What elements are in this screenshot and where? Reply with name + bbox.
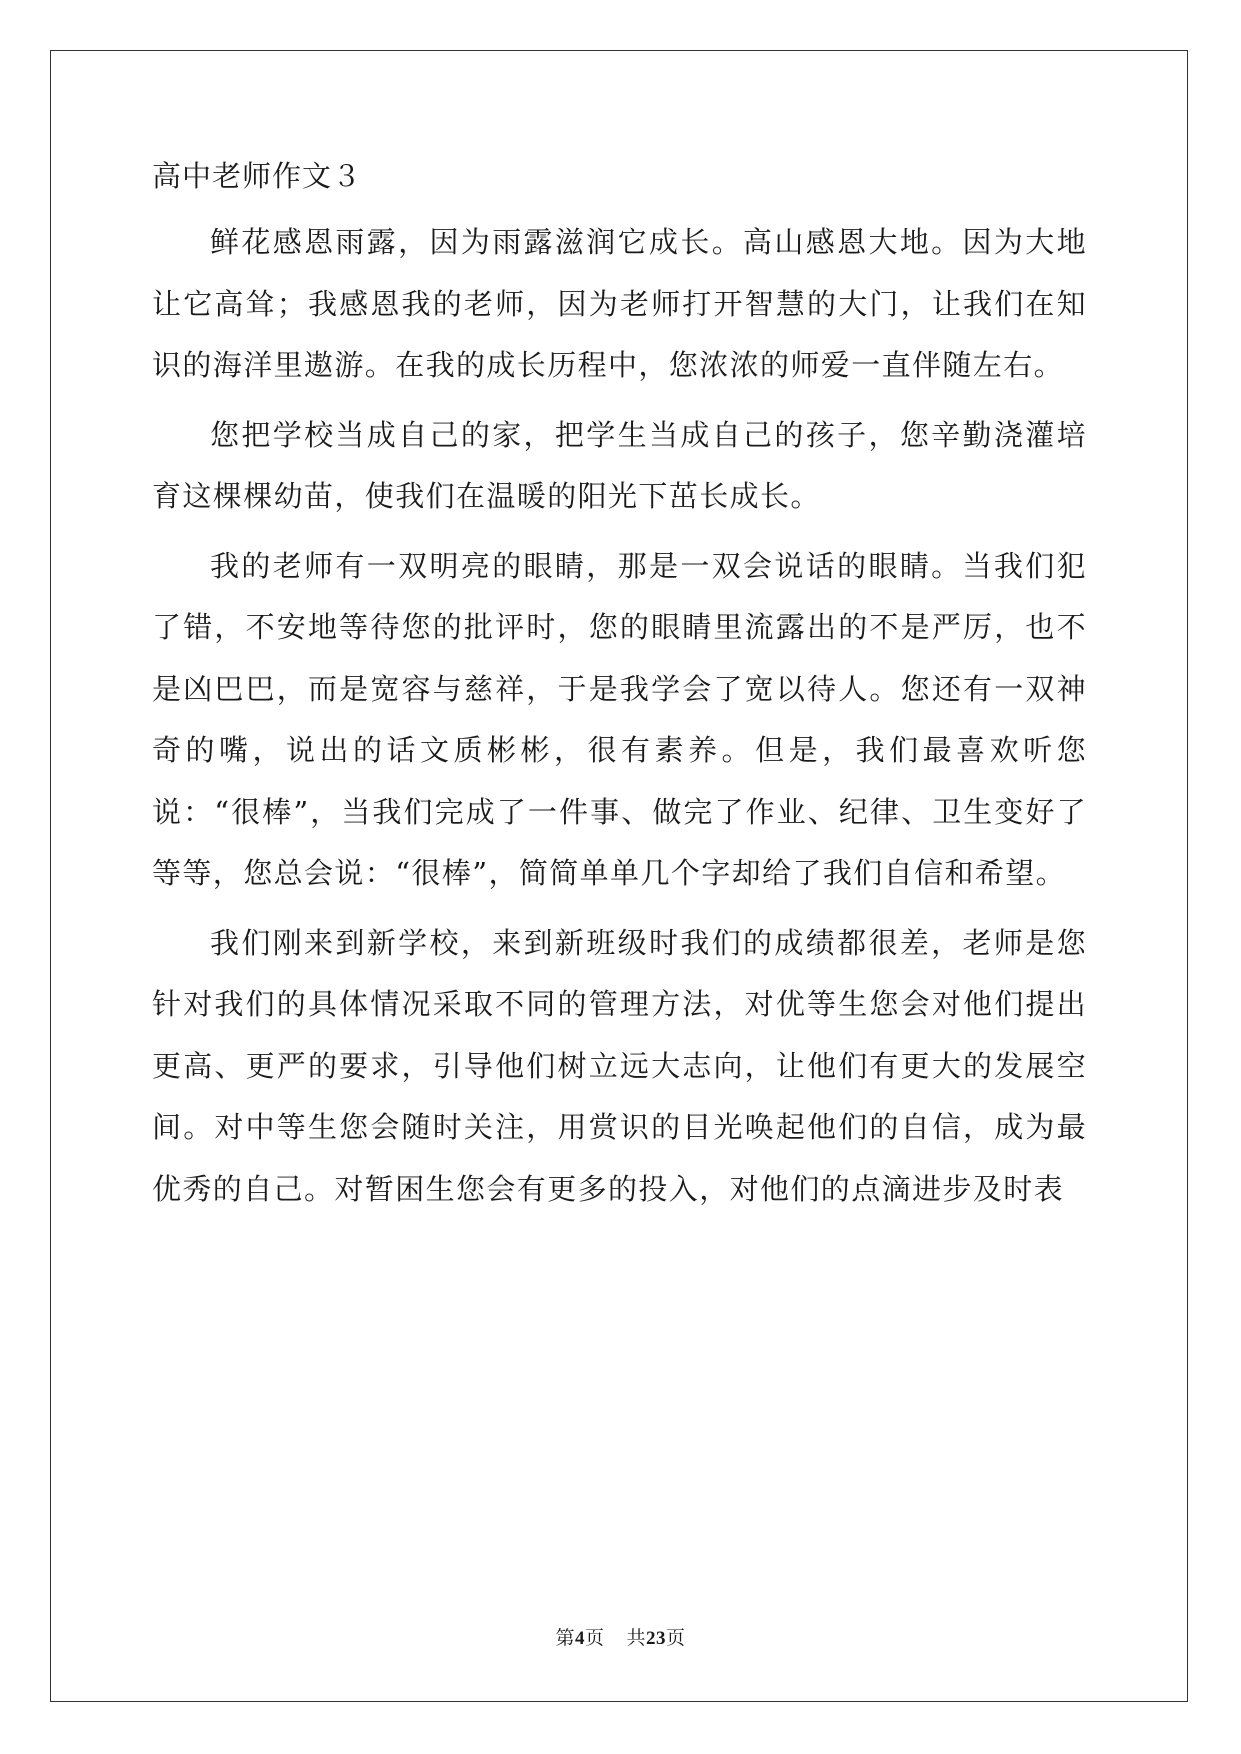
page-footer (0, 1626, 1241, 1651)
total-prefix: 共 (626, 1627, 647, 1649)
total-suffix: 页 (666, 1627, 686, 1649)
paragraph-4: 我们刚来到新学校，来到新班级时我们的成绩都很差，老师是您针对我们的具体情况采取不同的管理方法，对优等生您会对他们提出更高、更严的要求，引导他们树立远大志向，让他们有更大的发展空间。对中等生您会随时关注，用赏识的目光唤起他们的自信，成为最优秀的自己。对暂困生您会有更多的投入，对他们的点滴进步及时表 (152, 925, 1087, 1206)
page-current: 4 (574, 1628, 585, 1649)
document-title: 高中老师作文３ (152, 159, 363, 193)
paragraph-1: 鲜花感恩雨露，因为雨露滋润它成长。高山感恩大地。因为大地让它高耸；我感恩我的老师，因为老师打开智慧的大门，让我们在知识的海洋里遨游。在我的成长历程中，您浓浓的师爱一直伴随左右。 (152, 225, 1087, 382)
page-suffix: 页 (584, 1627, 605, 1649)
document-body (152, 160, 1087, 1228)
page-total: 23 (646, 1628, 667, 1649)
page-prefix: 第 (555, 1627, 575, 1649)
paragraph-3: 我的老师有一双明亮的眼睛，那是一双会说话的眼睛。当我们犯了错，不安地等待您的批评时，您的眼睛里流露出的不是严厉，也不是凶巴巴，而是宽容与慈祥，于是我学会了宽以待人。您还有一双神奇的嘴，说出的话文质彬彬，很有素养。但是，我们最喜欢听您说：“很棒”，当我们完成了一件事、做完了作业、纪律、卫生变好了等等，您总会说：“很棒”，简简单单几个字却给了我们自信和希望。 (152, 548, 1087, 890)
paragraph-2: 您把学校当成自己的家，把学生当成自己的孩子，您辛勤浇灌培育这棵棵幼苗，使我们在温暖的阳光下茁长成长。 (152, 417, 1087, 513)
